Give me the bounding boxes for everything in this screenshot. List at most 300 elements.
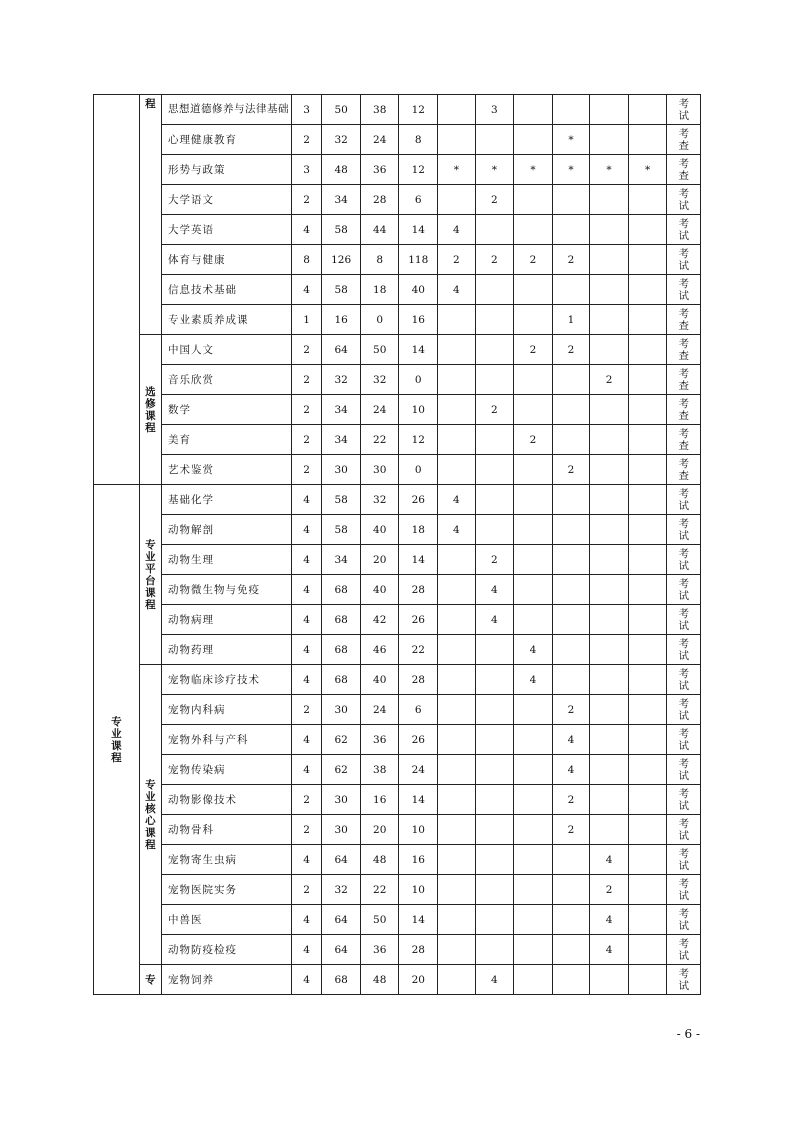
semester-s4-cell [552,425,590,455]
theory-hours-cell: 0 [360,305,399,335]
semester-s2-cell [475,935,514,965]
semester-s6-cell [628,875,667,905]
semester-s5-cell [590,275,629,305]
semester-s5-cell [590,485,629,515]
credits-cell: 3 [291,155,321,185]
course-name: 动物药理 [162,635,292,665]
practice-hours-cell: 28 [399,575,438,605]
assessment-cell [667,515,701,545]
assessment-label: 考试 [678,697,689,722]
semester-s4-cell [552,185,590,215]
assessment-cell [667,155,701,185]
assessment-cell [667,725,701,755]
course-name: 动物生理 [162,545,292,575]
semester-s4-cell [552,665,590,695]
theory-hours-cell: 36 [360,155,399,185]
practice-hours-cell: 24 [399,755,438,785]
semester-s3-cell [514,725,553,755]
credits-cell: 3 [291,95,321,125]
semester-s4-cell [552,365,590,395]
assessment-cell [667,215,701,245]
semester-s5-cell: 2 [590,365,629,395]
semester-s2-cell: 2 [475,245,514,275]
semester-s3-cell [514,935,553,965]
table-row [94,515,701,545]
theory-hours-cell: 44 [360,215,399,245]
assessment-label: 考试 [678,787,689,812]
assessment-cell [667,365,701,395]
semester-s5-cell: 4 [590,935,629,965]
semester-s6-cell [628,935,667,965]
semester-s6-cell [628,395,667,425]
semester-s4-cell: 2 [552,455,590,485]
theory-hours-cell: 30 [360,455,399,485]
semester-s2-cell [475,275,514,305]
semester-s5-cell [590,695,629,725]
total-hours-cell: 68 [322,965,361,995]
credits-cell: 4 [291,665,321,695]
semester-s5-cell [590,815,629,845]
semester-s6-cell [628,485,667,515]
theory-hours-cell: 50 [360,905,399,935]
table-row [94,785,701,815]
semester-s5-cell [590,605,629,635]
semester-s5-cell [590,425,629,455]
semester-s3-cell [514,275,553,305]
table-row [94,305,701,335]
semester-s1-cell [438,335,476,365]
assessment-cell [667,965,701,995]
total-hours-cell: 58 [322,485,361,515]
semester-s3-cell [514,875,553,905]
practice-hours-cell: 10 [399,395,438,425]
course-name: 宠物外科与产科 [162,725,292,755]
semester-s2-cell [475,665,514,695]
credits-cell: 2 [291,815,321,845]
table-row [94,365,701,395]
page-number: - 6 - [676,1027,700,1041]
semester-s5-cell: * [590,155,629,185]
theory-hours-cell: 16 [360,785,399,815]
semester-s4-cell: 4 [552,725,590,755]
course-name: 数学 [162,395,292,425]
semester-s3-cell [514,395,553,425]
course-name: 宠物饲养 [162,965,292,995]
assessment-label: 考试 [678,877,689,902]
semester-s2-cell [475,755,514,785]
semester-s1-cell [438,785,476,815]
semester-s3-cell [514,815,553,845]
semester-s1-cell [438,395,476,425]
semester-s3-cell [514,485,553,515]
semester-s3-cell [514,605,553,635]
semester-s4-cell: * [552,155,590,185]
assessment-label: 考试 [678,727,689,752]
semester-s6-cell [628,635,667,665]
theory-hours-cell: 20 [360,545,399,575]
practice-hours-cell: 14 [399,785,438,815]
table-row [94,965,701,995]
course-name: 动物影像技术 [162,785,292,815]
semester-s3-cell: 2 [514,245,553,275]
practice-hours-cell: 0 [399,365,438,395]
table-row [94,575,701,605]
semester-s4-cell: 2 [552,695,590,725]
practice-hours-cell: 20 [399,965,438,995]
assessment-label: 考试 [678,667,689,692]
total-hours-cell: 64 [322,845,361,875]
semester-s6-cell [628,305,667,335]
semester-s2-cell: 4 [475,575,514,605]
credits-cell: 2 [291,785,321,815]
semester-s4-cell: 4 [552,755,590,785]
practice-hours-cell: 22 [399,635,438,665]
credits-cell: 2 [291,875,321,905]
course-name: 大学英语 [162,215,292,245]
course-name: 动物微生物与免疫 [162,575,292,605]
semester-s6-cell [628,185,667,215]
semester-s5-cell [590,545,629,575]
total-hours-cell: 32 [322,365,361,395]
semester-s6-cell [628,215,667,245]
semester-s2-cell [475,695,514,725]
credits-cell: 4 [291,635,321,665]
assessment-label: 考试 [678,757,689,782]
table-row [94,635,701,665]
semester-s6-cell [628,605,667,635]
credits-cell: 2 [291,335,321,365]
semester-s6-cell [628,365,667,395]
semester-s3-cell: 4 [514,635,553,665]
practice-hours-cell: 12 [399,155,438,185]
credits-cell: 2 [291,695,321,725]
semester-s1-cell: * [438,155,476,185]
total-hours-cell: 64 [322,905,361,935]
semester-s5-cell [590,395,629,425]
curriculum-table [93,94,701,995]
semester-s2-cell [475,845,514,875]
semester-s1-cell [438,875,476,905]
subcategory-core-label: 专业核心课程 [145,778,156,851]
course-name: 宠物寄生虫病 [162,845,292,875]
subcategory-next [139,965,161,995]
semester-s1-cell [438,695,476,725]
semester-s5-cell [590,335,629,365]
semester-s1-cell [438,755,476,785]
semester-s1-cell [438,965,476,995]
course-name: 专业素质养成课 [162,305,292,335]
semester-s1-cell [438,95,476,125]
semester-s6-cell [628,575,667,605]
table-row [94,695,701,725]
subcategory-core [139,665,161,965]
assessment-cell [667,575,701,605]
table-row [94,875,701,905]
semester-s2-cell: * [475,155,514,185]
course-name: 形势与政策 [162,155,292,185]
semester-s4-cell: * [552,125,590,155]
semester-s5-cell [590,785,629,815]
credits-cell: 4 [291,725,321,755]
table-row [94,395,701,425]
total-hours-cell: 50 [322,95,361,125]
course-name: 心理健康教育 [162,125,292,155]
theory-hours-cell: 18 [360,275,399,305]
course-name: 体育与健康 [162,245,292,275]
table-row [94,935,701,965]
course-name: 动物病理 [162,605,292,635]
semester-s4-cell: 2 [552,815,590,845]
total-hours-cell: 48 [322,155,361,185]
assessment-label: 考试 [678,547,689,572]
assessment-cell [667,935,701,965]
practice-hours-cell: 40 [399,275,438,305]
semester-s3-cell [514,755,553,785]
assessment-cell [667,665,701,695]
semester-s2-cell: 2 [475,395,514,425]
semester-s1-cell: 4 [438,215,476,245]
practice-hours-cell: 18 [399,515,438,545]
theory-hours-cell: 24 [360,395,399,425]
total-hours-cell: 68 [322,635,361,665]
total-hours-cell: 64 [322,335,361,365]
theory-hours-cell: 38 [360,755,399,785]
semester-s1-cell [438,125,476,155]
table-row [94,425,701,455]
semester-s3-cell [514,185,553,215]
assessment-label: 考试 [678,217,689,242]
semester-s5-cell [590,725,629,755]
theory-hours-cell: 40 [360,515,399,545]
assessment-label: 考查 [678,157,689,182]
assessment-cell [667,455,701,485]
total-hours-cell: 68 [322,575,361,605]
semester-s6-cell [628,545,667,575]
assessment-label: 考试 [678,937,689,962]
total-hours-cell: 58 [322,515,361,545]
semester-s3-cell [514,905,553,935]
practice-hours-cell: 0 [399,455,438,485]
credits-cell: 2 [291,365,321,395]
semester-s6-cell [628,815,667,845]
semester-s1-cell: 2 [438,245,476,275]
course-name: 基础化学 [162,485,292,515]
semester-s1-cell: 4 [438,515,476,545]
semester-s1-cell [438,635,476,665]
credits-cell: 2 [291,425,321,455]
assessment-cell [667,875,701,905]
semester-s5-cell [590,245,629,275]
semester-s3-cell [514,575,553,605]
course-name: 中兽医 [162,905,292,935]
semester-s3-cell: 2 [514,335,553,365]
credits-cell: 4 [291,845,321,875]
table-row [94,95,701,125]
assessment-label: 考查 [678,427,689,452]
semester-s2-cell [475,335,514,365]
table-row [94,185,701,215]
practice-hours-cell: 14 [399,215,438,245]
semester-s3-cell [514,125,553,155]
total-hours-cell: 16 [322,305,361,335]
credits-cell: 4 [291,575,321,605]
category-professional [94,485,140,995]
semester-s2-cell [475,725,514,755]
semester-s5-cell [590,515,629,545]
practice-hours-cell: 28 [399,935,438,965]
assessment-cell [667,95,701,125]
practice-hours-cell: 6 [399,185,438,215]
semester-s1-cell [438,425,476,455]
semester-s3-cell: 2 [514,425,553,455]
semester-s4-cell [552,545,590,575]
total-hours-cell: 30 [322,695,361,725]
semester-s1-cell: 4 [438,275,476,305]
theory-hours-cell: 48 [360,965,399,995]
credits-cell: 2 [291,395,321,425]
theory-hours-cell: 36 [360,935,399,965]
semester-s6-cell [628,725,667,755]
subcategory-platform [139,485,161,665]
theory-hours-cell: 38 [360,95,399,125]
semester-s3-cell [514,695,553,725]
semester-s1-cell [438,185,476,215]
semester-s4-cell: 2 [552,335,590,365]
theory-hours-cell: 46 [360,635,399,665]
theory-hours-cell: 32 [360,485,399,515]
table-row [94,245,701,275]
semester-s2-cell: 3 [475,95,514,125]
semester-s1-cell [438,365,476,395]
semester-s1-cell [438,725,476,755]
semester-s1-cell [438,905,476,935]
table-row [94,335,701,365]
practice-hours-cell: 14 [399,545,438,575]
semester-s1-cell [438,815,476,845]
assessment-label: 考试 [678,277,689,302]
semester-s2-cell [475,905,514,935]
semester-s4-cell [552,215,590,245]
total-hours-cell: 34 [322,545,361,575]
credits-cell: 2 [291,455,321,485]
theory-hours-cell: 24 [360,125,399,155]
semester-s4-cell [552,275,590,305]
course-name: 美育 [162,425,292,455]
semester-s1-cell [438,575,476,605]
subcategory-required [139,95,161,335]
theory-hours-cell: 24 [360,695,399,725]
assessment-cell [667,845,701,875]
semester-s2-cell [475,515,514,545]
course-name: 宠物传染病 [162,755,292,785]
semester-s6-cell [628,245,667,275]
total-hours-cell: 30 [322,455,361,485]
semester-s6-cell [628,515,667,545]
course-name: 宠物内科病 [162,695,292,725]
assessment-label: 考查 [678,127,689,152]
category-general [94,95,140,485]
assessment-cell [667,605,701,635]
table-row [94,665,701,695]
assessment-label: 考查 [678,307,689,332]
semester-s6-cell [628,125,667,155]
assessment-label: 考试 [678,247,689,272]
theory-hours-cell: 20 [360,815,399,845]
semester-s6-cell [628,425,667,455]
semester-s4-cell [552,845,590,875]
practice-hours-cell: 26 [399,605,438,635]
semester-s2-cell [475,305,514,335]
semester-s6-cell: * [628,155,667,185]
assessment-cell [667,275,701,305]
theory-hours-cell: 36 [360,725,399,755]
subcategory-required-label: 程 [145,98,156,110]
course-name: 动物解剖 [162,515,292,545]
assessment-label: 考查 [678,367,689,392]
credits-cell: 4 [291,755,321,785]
semester-s5-cell [590,755,629,785]
semester-s5-cell: 2 [590,875,629,905]
credits-cell: 4 [291,515,321,545]
total-hours-cell: 126 [322,245,361,275]
assessment-cell [667,395,701,425]
semester-s3-cell: 4 [514,665,553,695]
assessment-cell [667,305,701,335]
assessment-cell [667,335,701,365]
semester-s5-cell [590,305,629,335]
credits-cell: 2 [291,125,321,155]
table-row [94,605,701,635]
semester-s2-cell [475,365,514,395]
semester-s5-cell [590,575,629,605]
semester-s1-cell [438,455,476,485]
semester-s2-cell [475,785,514,815]
course-name: 艺术鉴赏 [162,455,292,485]
credits-cell: 4 [291,275,321,305]
semester-s5-cell [590,665,629,695]
semester-s3-cell [514,845,553,875]
theory-hours-cell: 22 [360,875,399,905]
semester-s5-cell: 4 [590,905,629,935]
semester-s4-cell [552,95,590,125]
theory-hours-cell: 22 [360,425,399,455]
semester-s2-cell [475,125,514,155]
semester-s2-cell [475,635,514,665]
table-row [94,155,701,185]
theory-hours-cell: 40 [360,665,399,695]
semester-s1-cell [438,545,476,575]
course-name: 宠物医院实务 [162,875,292,905]
assessment-label: 考查 [678,397,689,422]
assessment-cell [667,815,701,845]
assessment-cell [667,125,701,155]
total-hours-cell: 64 [322,935,361,965]
assessment-label: 考试 [678,607,689,632]
semester-s6-cell [628,965,667,995]
course-name: 动物防疫检疫 [162,935,292,965]
semester-s2-cell [475,455,514,485]
semester-s2-cell [475,425,514,455]
practice-hours-cell: 10 [399,875,438,905]
assessment-cell [667,545,701,575]
subcategory-next-label: 专 [145,973,156,986]
assessment-label: 考查 [678,337,689,362]
practice-hours-cell: 12 [399,95,438,125]
course-name: 音乐欣赏 [162,365,292,395]
semester-s4-cell [552,605,590,635]
total-hours-cell: 32 [322,875,361,905]
semester-s4-cell: 2 [552,785,590,815]
